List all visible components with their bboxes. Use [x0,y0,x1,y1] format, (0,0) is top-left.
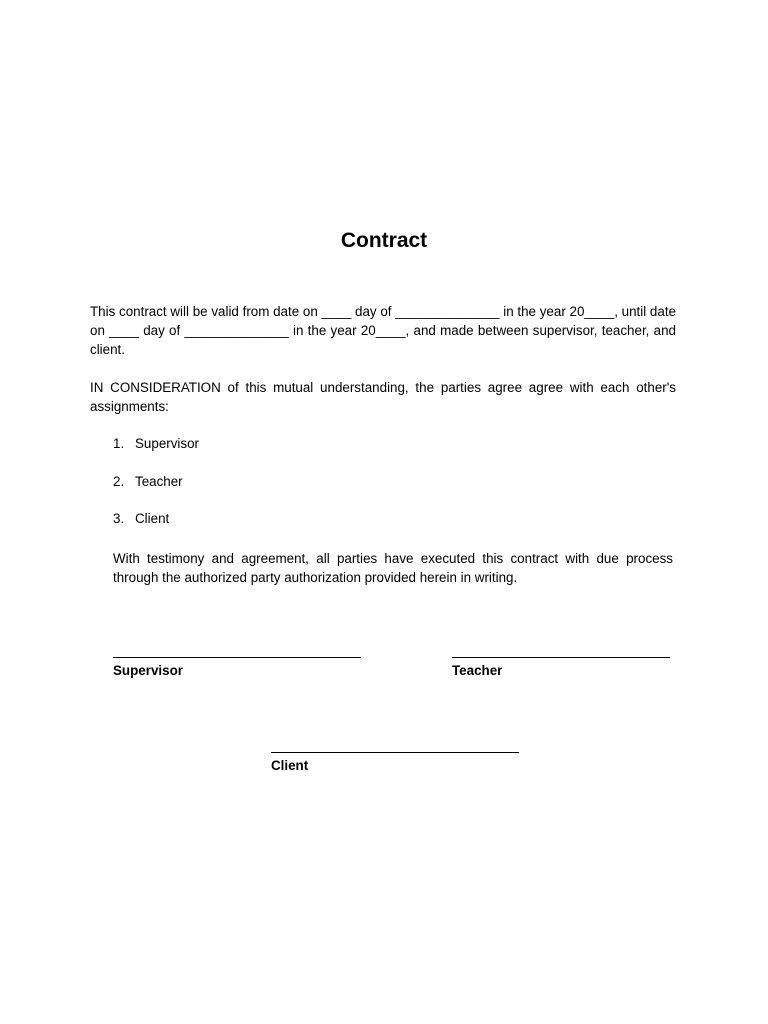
list-item [113,434,199,453]
consideration-paragraph: IN CONSIDERATION of this mutual understanding, the parties agree agree with each other's assignments: [90,380,676,414]
signature-line [452,657,670,658]
client-signature-block [271,752,519,775]
list-item [113,509,199,528]
testimony-paragraph: With testimony and agreement, all parties have executed this contract with due process through the authorized party authorization provided herein in writing. [113,551,673,585]
list-number: 2. [113,473,125,489]
parties-list [113,434,199,547]
list-item [113,472,199,491]
document-title: Contract [340,229,428,252]
list-item-label: Supervisor [135,436,200,451]
list-item-label: Client [135,511,170,527]
teacher-signature-block [452,657,670,680]
list-item-label: Teacher [135,473,183,489]
teacher-signature-label: Teacher [452,663,503,678]
list-number: 3. [113,511,125,527]
supervisor-signature-block [113,657,361,680]
supervisor-signature-label: Supervisor [113,663,183,678]
signature-line [113,657,361,658]
client-signature-label: Client [271,758,309,773]
list-number: 1. [113,436,125,451]
validity-paragraph: This contract will be valid from date on ____ day of ______________ in the year 20____, until date on ____ day of ______________ in the year 20____, and made between supervisor, teacher, and client. [90,304,676,357]
signature-line [271,752,519,753]
